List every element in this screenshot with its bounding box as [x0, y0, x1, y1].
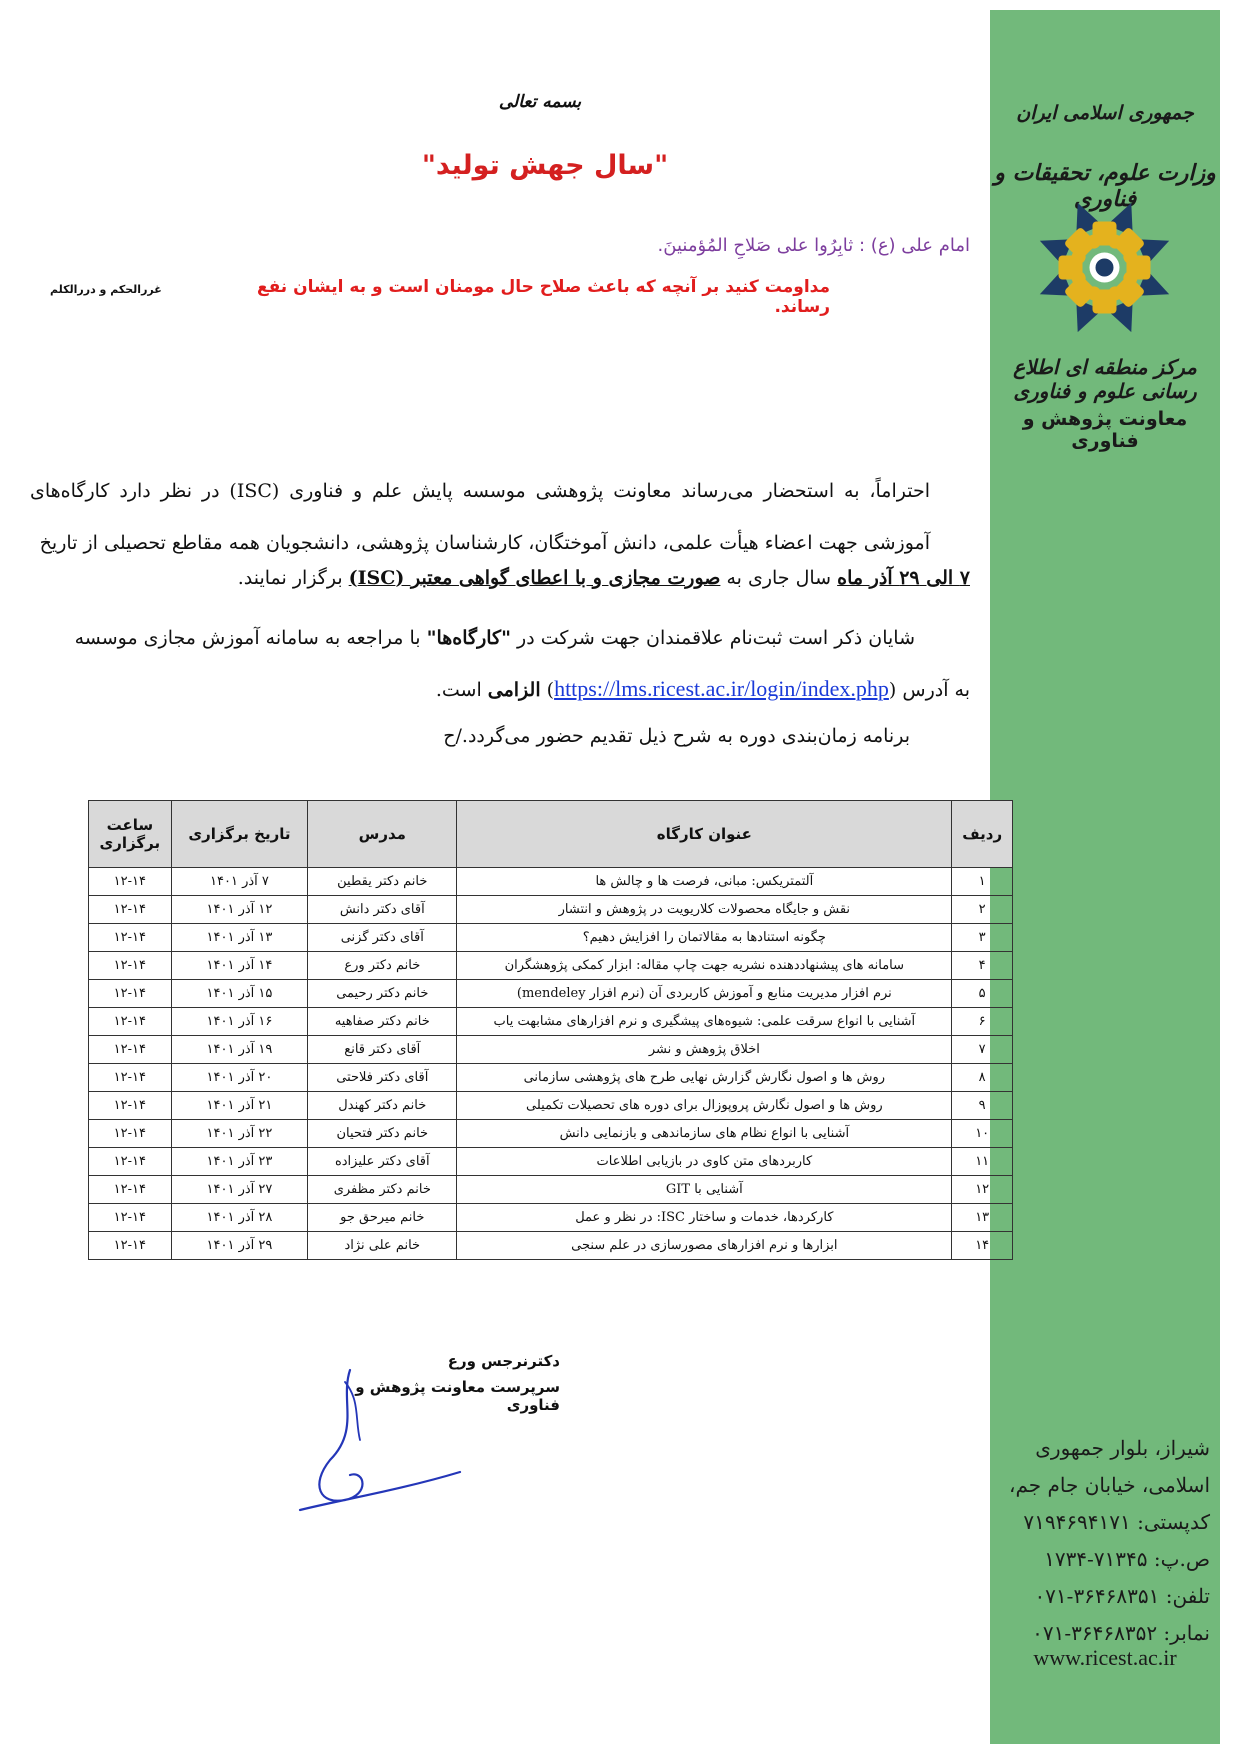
- hadith-translation: مداومت کنید بر آنچه که باعث صلاح حال مومنان است و به ایشان نفع رساند.: [256, 277, 830, 317]
- cell-time: ۱۲-۱۴: [89, 1036, 172, 1064]
- registration-text: است.: [435, 679, 488, 701]
- registration-line: [75, 627, 915, 649]
- cell-instructor: خانم دکتر کهندل: [308, 1092, 457, 1120]
- cell-date: ۲۱ آذر ۱۴۰۱: [171, 1092, 308, 1120]
- table-row: [89, 868, 1013, 896]
- lms-link[interactable]: https://lms.ricest.ac.ir/login/index.php: [554, 676, 889, 701]
- cell-date: ۱۳ آذر ۱۴۰۱: [171, 924, 308, 952]
- sidebar-department: معاونت پژوهش و فناوری: [1022, 408, 1188, 452]
- cell-instructor: خانم میرحق جو: [308, 1204, 457, 1232]
- workshop-dates: ۷ الی ۲۹ آذر ماه: [837, 567, 970, 589]
- cell-workshop-title: کاربردهای متن کاوی در بازیابی اطلاعات: [457, 1148, 952, 1176]
- cell-row-number: ۱۳: [952, 1204, 1013, 1232]
- registration-text: شایان ذکر است ثبت‌نام علاقمندان جهت شرکت در: [510, 627, 915, 649]
- intro-text: برگزار نمایند.: [237, 567, 349, 589]
- cell-date: ۲۹ آذر ۱۴۰۱: [171, 1232, 308, 1260]
- cell-workshop-title: سامانه های پیشنهاددهنده نشریه جهت چاپ مقاله: ابزار کمکی پژوهشگران: [457, 952, 952, 980]
- cell-instructor: آقای دکتر فلاحتی: [308, 1064, 457, 1092]
- header-workshop-title: عنوان کارگاه: [457, 801, 952, 868]
- cell-row-number: ۹: [952, 1092, 1013, 1120]
- header-time: ساعت برگزاری: [89, 801, 172, 868]
- cell-date: ۱۶ آذر ۱۴۰۱: [171, 1008, 308, 1036]
- sidebar-address: [995, 1430, 1210, 1652]
- intro-text: سال جاری به: [720, 567, 838, 589]
- cell-time: ۱۲-۱۴: [89, 1120, 172, 1148]
- hadith-source: غررالحکم و دررالکلم: [50, 283, 162, 296]
- header-row-number: ردیف: [952, 801, 1013, 868]
- table-row: [89, 1064, 1013, 1092]
- cell-time: ۱۲-۱۴: [89, 1092, 172, 1120]
- cell-row-number: ۸: [952, 1064, 1013, 1092]
- cell-workshop-title: نقش و جایگاه محصولات کلاریویت در پژوهش و انتشار: [457, 896, 952, 924]
- required-label: الزامی: [487, 679, 541, 701]
- sidebar-org-name: مرکز منطقه ای اطلاع رسانی علوم و فناوری: [1013, 355, 1197, 403]
- cell-row-number: ۳: [952, 924, 1013, 952]
- cell-date: ۱۹ آذر ۱۴۰۱: [171, 1036, 308, 1064]
- cell-time: ۱۲-۱۴: [89, 896, 172, 924]
- table-row: [89, 1176, 1013, 1204]
- cell-row-number: ۷: [952, 1036, 1013, 1064]
- cell-workshop-title: آلتمتریکس: مبانی، فرصت ها و چالش ها: [457, 868, 952, 896]
- workshops-label: "کارگاه‌ها": [426, 627, 511, 649]
- workshop-mode: صورت مجازی و با اعطای گواهی معتبر (ISC): [348, 567, 721, 589]
- table-row: [89, 1232, 1013, 1260]
- cell-row-number: ۱۴: [952, 1232, 1013, 1260]
- table-row: [89, 1148, 1013, 1176]
- cell-date: ۱۴ آذر ۱۴۰۱: [171, 952, 308, 980]
- workshop-schedule-table: [88, 800, 1013, 1260]
- address-line: کدپستی: ۷۱۹۴۶۹۴۱۷۱: [1023, 1510, 1210, 1534]
- cell-date: ۲۲ آذر ۱۴۰۱: [171, 1120, 308, 1148]
- cell-instructor: خانم دکتر فتحیان: [308, 1120, 457, 1148]
- cell-workshop-title: روش ها و اصول نگارش پروپوزال برای دوره های تحصیلات تکمیلی: [457, 1092, 952, 1120]
- table-header-row: [89, 801, 1013, 868]
- header-instructor: مدرس: [308, 801, 457, 868]
- table-row: [89, 952, 1013, 980]
- cell-instructor: خانم دکتر مظفری: [308, 1176, 457, 1204]
- cell-instructor: آقای دکتر علیزاده: [308, 1148, 457, 1176]
- cell-instructor: خانم دکتر یقطین: [308, 868, 457, 896]
- cell-time: ۱۲-۱۴: [89, 980, 172, 1008]
- cell-workshop-title: آشنایی با GIT: [457, 1176, 952, 1204]
- cell-time: ۱۲-۱۴: [89, 952, 172, 980]
- cell-row-number: ۶: [952, 1008, 1013, 1036]
- cell-workshop-title: چگونه استنادها به مقالاتمان را افزایش دهیم؟: [457, 924, 952, 952]
- cell-date: ۲۷ آذر ۱۴۰۱: [171, 1176, 308, 1204]
- cell-date: ۲۸ آذر ۱۴۰۱: [171, 1204, 308, 1232]
- registration-text: با مراجعه به سامانه آموزش مجازی موسسه: [74, 627, 427, 649]
- address-line: ص.پ: ۷۱۳۴۵-۱۷۳۴: [1044, 1547, 1210, 1571]
- cell-workshop-title: نرم افزار مدیریت منابع و آموزش کاربردی آن (نرم افزار mendeley): [457, 980, 952, 1008]
- address-line: نمابر: ۳۶۴۶۸۳۵۲-۰۷۱: [1032, 1621, 1210, 1645]
- cell-row-number: ۴: [952, 952, 1013, 980]
- cell-time: ۱۲-۱۴: [89, 1008, 172, 1036]
- sidebar-website[interactable]: www.ricest.ac.ir: [1033, 1645, 1177, 1670]
- cell-instructor: آقای دکتر گزنی: [308, 924, 457, 952]
- cell-row-number: ۵: [952, 980, 1013, 1008]
- table-row: [89, 980, 1013, 1008]
- cell-instructor: خانم دکتر ورع: [308, 952, 457, 980]
- table-row: [89, 1204, 1013, 1232]
- cell-instructor: آقای دکتر دانش: [308, 896, 457, 924]
- cell-workshop-title: آشنایی با انواع سرقت علمی: شیوه‌های پیشگیری و نرم افزارهای مشابهت یاب: [457, 1008, 952, 1036]
- cell-time: ۱۲-۱۴: [89, 924, 172, 952]
- cell-row-number: ۱۲: [952, 1176, 1013, 1204]
- sidebar-ministry-line: وزارت علوم، تحقیقات و فناوری: [994, 160, 1216, 212]
- cell-date: ۲۰ آذر ۱۴۰۱: [171, 1064, 308, 1092]
- handwritten-signature-icon: [290, 1360, 470, 1520]
- cell-date: ۷ آذر ۱۴۰۱: [171, 868, 308, 896]
- table-row: [89, 896, 1013, 924]
- sidebar-country-line: جمهوری اسلامی ایران: [1016, 102, 1194, 124]
- cell-workshop-title: روش ها و اصول نگارش گزارش نهایی طرح های پژوهشی سازمانی: [457, 1064, 952, 1092]
- cell-time: ۱۲-۱۴: [89, 1176, 172, 1204]
- cell-time: ۱۲-۱۴: [89, 1064, 172, 1092]
- cell-workshop-title: آشنایی با انواع نظام های سازماندهی و بازنمایی دانش: [457, 1120, 952, 1148]
- schedule-intro: برنامه زمان‌بندی دوره به شرح ذیل تقدیم حضور می‌گردد./ح: [443, 725, 910, 747]
- sidebar-panel: [990, 10, 1220, 1744]
- cell-time: ۱۲-۱۴: [89, 1148, 172, 1176]
- cell-row-number: ۱۱: [952, 1148, 1013, 1176]
- cell-time: ۱۲-۱۴: [89, 1204, 172, 1232]
- cell-time: ۱۲-۱۴: [89, 868, 172, 896]
- table-row: [89, 1120, 1013, 1148]
- cell-row-number: ۱۰: [952, 1120, 1013, 1148]
- cell-row-number: ۲: [952, 896, 1013, 924]
- cell-instructor: خانم دکتر صفاهیه: [308, 1008, 457, 1036]
- ricest-logo-icon: [1032, 195, 1177, 340]
- intro-text: احتراماً، به استحضار می‌رساند معاونت پژوهشی موسسه پایش علم و فناوری (ISC) در نظر دارد کارگاه‌های آموزشی جهت اعضاء هیأت علمی، دانش آموختگان، کارشناسان پژوهشی، دانشجویان همه مقاطع تحصیلی از تاریخ: [30, 480, 931, 554]
- address-line: اسلامی، خیابان جام جم،: [1009, 1473, 1210, 1497]
- address-line: شیراز، بلوار جمهوری: [1035, 1436, 1210, 1460]
- cell-workshop-title: ابزارها و نرم افزارهای مصورسازی در علم سنجی: [457, 1232, 952, 1260]
- intro-paragraph: [30, 465, 930, 569]
- address-line: تلفن: ۳۶۴۶۸۳۵۱-۰۷۱: [1034, 1584, 1210, 1608]
- basmala-heading: بسمه تعالی: [498, 92, 582, 112]
- table-row: [89, 1092, 1013, 1120]
- registration-text: ): [540, 679, 555, 701]
- imam-quote: امام علی (ع) : ثابِرُوا علی صَلاحِ المُؤمنینَ.: [657, 235, 970, 256]
- registration-address-line: [436, 676, 970, 702]
- header-date: تاریخ برگزاری: [171, 801, 308, 868]
- registration-text: به آدرس (: [888, 679, 970, 701]
- cell-time: ۱۲-۱۴: [89, 1232, 172, 1260]
- intro-paragraph-end: [238, 567, 970, 589]
- cell-instructor: خانم دکتر رحیمی: [308, 980, 457, 1008]
- table-row: [89, 1008, 1013, 1036]
- cell-row-number: ۱: [952, 868, 1013, 896]
- table-row: [89, 924, 1013, 952]
- signer-title: سرپرست معاونت پژوهش و فناوری: [355, 1378, 560, 1414]
- signer-name: دکترنرجس ورع: [447, 1352, 560, 1370]
- cell-workshop-title: کارکردها، خدمات و ساختار ISC: در نظر و عمل: [457, 1204, 952, 1232]
- cell-date: ۲۳ آذر ۱۴۰۱: [171, 1148, 308, 1176]
- cell-date: ۱۵ آذر ۱۴۰۱: [171, 980, 308, 1008]
- cell-instructor: خانم علی نژاد: [308, 1232, 457, 1260]
- year-slogan: "سال جهش تولید": [421, 150, 669, 181]
- table-row: [89, 1036, 1013, 1064]
- cell-date: ۱۲ آذر ۱۴۰۱: [171, 896, 308, 924]
- cell-workshop-title: اخلاق پژوهش و نشر: [457, 1036, 952, 1064]
- cell-instructor: آقای دکتر قانع: [308, 1036, 457, 1064]
